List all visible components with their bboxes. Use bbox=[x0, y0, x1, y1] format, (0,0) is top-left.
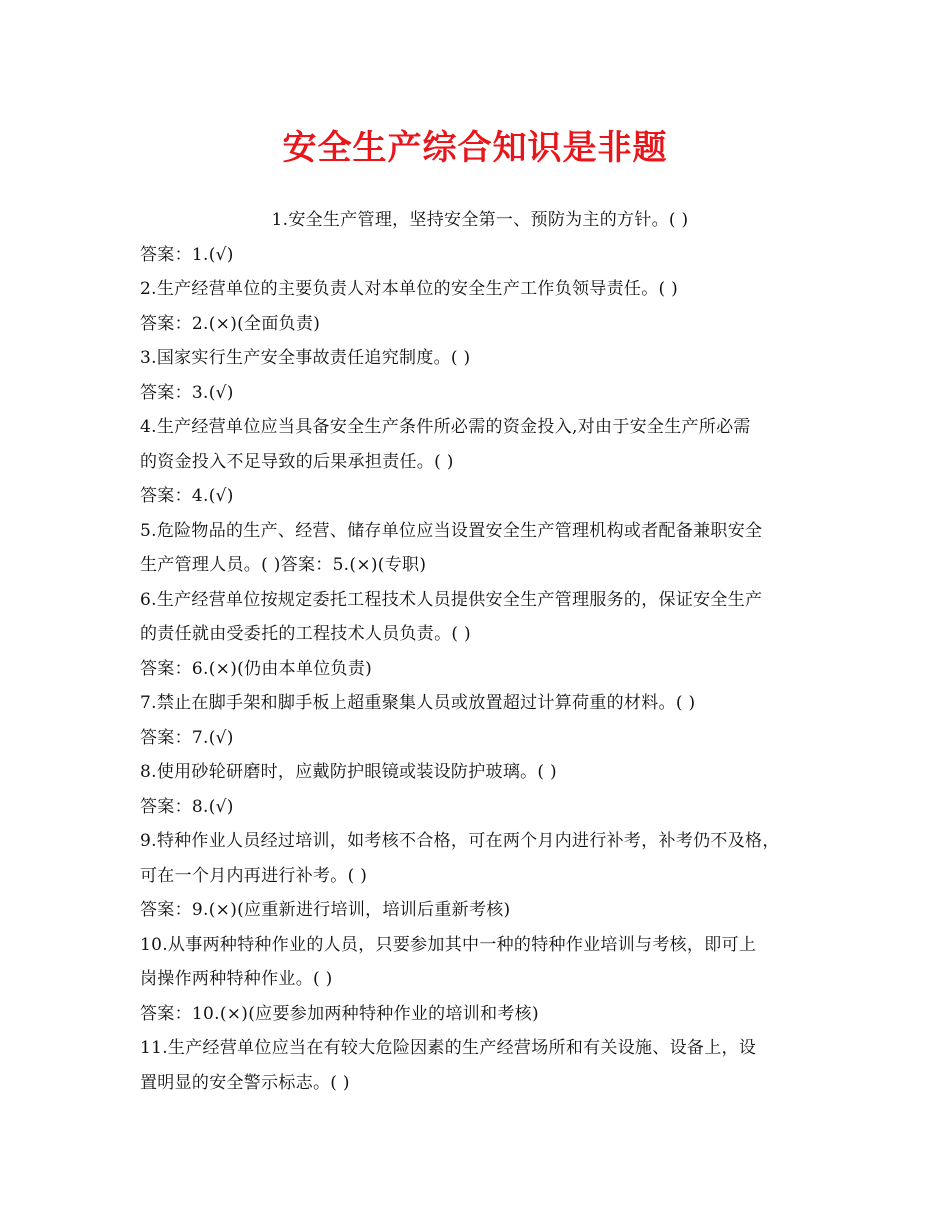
question-line: 3.国家实行生产安全事故责任追究制度。( ) bbox=[140, 348, 471, 368]
question-line: 5.危险物品的生产、经营、储存单位应当设置安全生产管理机构或者配备兼职安全 bbox=[140, 520, 763, 541]
question-line: 4.生产经营单位应当具备安全生产条件所必需的资金投入,对由于安全生产所必需 bbox=[140, 417, 751, 437]
question-line-continued: 置明显的安全警示标志。( ) bbox=[140, 1072, 350, 1093]
answer-line: 答案：10.(×)(应要参加两种特种作业的培训和考核) bbox=[140, 1003, 539, 1024]
answer-line: 答案：1.(√) bbox=[140, 244, 234, 265]
question-line: 1.安全生产管理，坚持安全第一、预防为主的方针。( ) bbox=[271, 210, 689, 230]
question-line: 11.生产经营单位应当在有较大危险因素的生产经营场所和有关设施、设备上，设 bbox=[140, 1038, 757, 1058]
answer-line: 答案：6.(×)(仍由本单位负责) bbox=[140, 658, 373, 679]
question-line-continued: 可在一个月内再进行补考。( ) bbox=[140, 865, 368, 886]
question-line: 2.生产经营单位的主要负责人对本单位的安全生产工作负领导责任。( ) bbox=[140, 279, 679, 299]
question-line: 8.使用砂轮研磨时，应戴防护眼镜或装设防护玻璃。( ) bbox=[140, 762, 557, 782]
question-line-continued: 岗操作两种特种作业。( ) bbox=[140, 969, 333, 989]
answer-line: 答案：3.(√) bbox=[140, 382, 234, 403]
answer-line: 答案：2.(×)(全面负责) bbox=[140, 313, 321, 334]
answer-line: 答案：9.(×)(应重新进行培训，培训后重新考核) bbox=[140, 900, 511, 920]
question-line-continued: 的资金投入不足导致的后果承担责任。( ) bbox=[140, 451, 454, 472]
question-line-continued: 的责任就由受委托的工程技术人员负责。( ) bbox=[140, 624, 471, 644]
answer-line: 答案：8.(√) bbox=[140, 796, 234, 817]
page-title: 安全生产综合知识是非题 bbox=[282, 128, 668, 168]
answer-line: 答案：4.(√) bbox=[140, 486, 234, 506]
document-body bbox=[140, 203, 820, 1100]
question-line: 10.从事两种特种作业的人员，只要参加其中一种的特种作业培训与考核，即可上 bbox=[140, 934, 757, 955]
answer-line: 答案：7.(√) bbox=[140, 727, 234, 748]
question-line: 6.生产经营单位按规定委托工程技术人员提供安全生产管理服务的，保证安全生产 bbox=[140, 589, 763, 610]
question-line-continued: 生产管理人员。( )答案：5.(×)(专职) bbox=[140, 555, 427, 575]
question-line: 7.禁止在脚手架和脚手板上超重聚集人员或放置超过计算荷重的材料。( ) bbox=[140, 693, 696, 713]
question-line: 9.特种作业人员经过培训，如考核不合格，可在两个月内进行补考，补考仍不及格， bbox=[140, 831, 780, 851]
